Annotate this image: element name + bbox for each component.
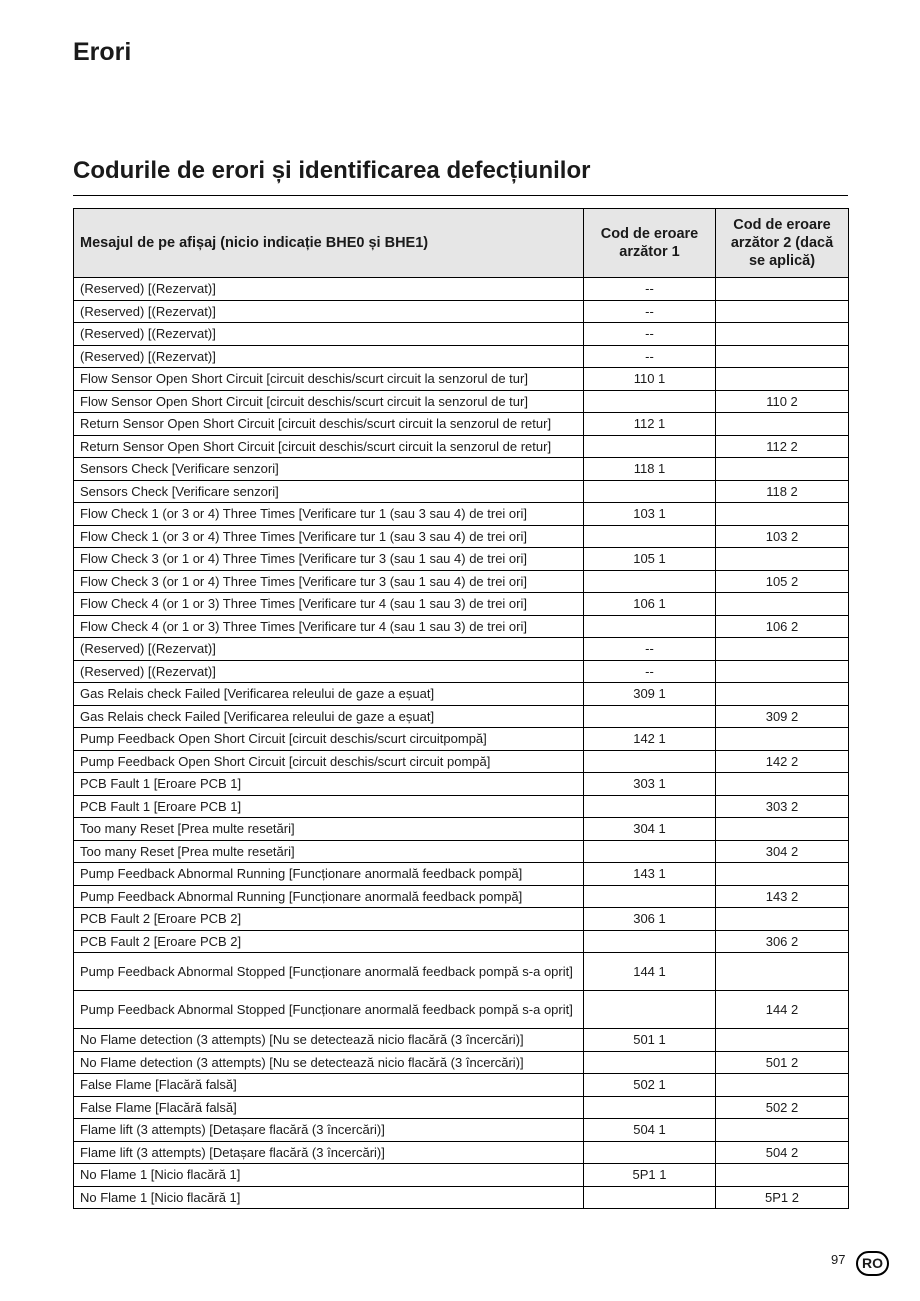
error-message-cell: Flow Check 3 (or 1 or 4) Three Times [Verificare tur 3 (sau 1 sau 4) de trei ori] [74, 548, 584, 571]
error-code-burner-1-cell [584, 840, 716, 863]
error-code-burner-2-cell [716, 1164, 849, 1187]
table-row [74, 1029, 849, 1052]
error-codes-table-wrapper [73, 208, 848, 1209]
error-code-burner-1-cell [584, 525, 716, 548]
table-row [74, 278, 849, 301]
error-message-cell: (Reserved) [(Rezervat)] [74, 278, 584, 301]
error-code-burner-2-cell [716, 773, 849, 796]
error-code-burner-1-cell: -- [584, 278, 716, 301]
header-code-burner-1: Cod de eroare arzător 1 [584, 209, 716, 278]
error-message-cell: PCB Fault 1 [Eroare PCB 1] [74, 773, 584, 796]
error-code-burner-2-cell: 504 2 [716, 1141, 849, 1164]
table-row [74, 953, 849, 991]
error-message-cell: Pump Feedback Abnormal Stopped [Funcționare anormală feedback pompă s-a oprit] [74, 953, 584, 991]
error-code-burner-2-cell: 303 2 [716, 795, 849, 818]
error-message-cell: No Flame 1 [Nicio flacără 1] [74, 1164, 584, 1187]
table-row [74, 728, 849, 751]
error-message-cell: (Reserved) [(Rezervat)] [74, 345, 584, 368]
error-code-burner-2-cell [716, 1074, 849, 1097]
error-code-burner-2-cell: 5P1 2 [716, 1186, 849, 1209]
error-message-cell: Flow Check 1 (or 3 or 4) Three Times [Verificare tur 1 (sau 3 sau 4) de trei ori] [74, 525, 584, 548]
error-code-burner-2-cell [716, 345, 849, 368]
table-row [74, 863, 849, 886]
error-code-burner-1-cell: -- [584, 345, 716, 368]
error-code-burner-2-cell [716, 818, 849, 841]
error-code-burner-2-cell: 118 2 [716, 480, 849, 503]
error-code-burner-1-cell: -- [584, 660, 716, 683]
table-row [74, 548, 849, 571]
table-row [74, 615, 849, 638]
error-message-cell: Pump Feedback Abnormal Running [Funcționare anormală feedback pompă] [74, 863, 584, 886]
table-row [74, 1074, 849, 1097]
table-row [74, 991, 849, 1029]
error-message-cell: Flow Sensor Open Short Circuit [circuit deschis/scurt circuit la senzorul de tur] [74, 390, 584, 413]
error-message-cell: Pump Feedback Open Short Circuit [circuit deschis/scurt circuit pompă] [74, 750, 584, 773]
error-code-burner-2-cell [716, 728, 849, 751]
error-code-burner-1-cell [584, 390, 716, 413]
error-code-burner-1-cell: 118 1 [584, 458, 716, 481]
table-row [74, 458, 849, 481]
table-row [74, 1096, 849, 1119]
error-code-burner-1-cell [584, 991, 716, 1029]
table-row [74, 1119, 849, 1142]
error-code-burner-2-cell: 106 2 [716, 615, 849, 638]
error-message-cell: Flow Check 1 (or 3 or 4) Three Times [Verificare tur 1 (sau 3 sau 4) de trei ori] [74, 503, 584, 526]
error-message-cell: (Reserved) [(Rezervat)] [74, 300, 584, 323]
table-row [74, 660, 849, 683]
table-body [74, 278, 849, 1209]
table-row [74, 1051, 849, 1074]
error-code-burner-1-cell: 142 1 [584, 728, 716, 751]
error-code-burner-2-cell [716, 323, 849, 346]
table-row [74, 818, 849, 841]
error-code-burner-1-cell: -- [584, 638, 716, 661]
error-message-cell: Flow Check 4 (or 1 or 3) Three Times [Verificare tur 4 (sau 1 sau 3) de trei ori] [74, 615, 584, 638]
table-row [74, 390, 849, 413]
error-code-burner-2-cell [716, 413, 849, 436]
table-row [74, 1186, 849, 1209]
error-code-burner-2-cell [716, 638, 849, 661]
table-row [74, 435, 849, 458]
error-code-burner-2-cell: 502 2 [716, 1096, 849, 1119]
error-code-burner-1-cell: 306 1 [584, 908, 716, 931]
error-code-burner-2-cell: 110 2 [716, 390, 849, 413]
error-code-burner-2-cell: 309 2 [716, 705, 849, 728]
error-code-burner-1-cell [584, 615, 716, 638]
error-code-burner-1-cell: 143 1 [584, 863, 716, 886]
error-message-cell: Flame lift (3 attempts) [Detașare flacără (3 încercări)] [74, 1119, 584, 1142]
error-code-burner-1-cell [584, 750, 716, 773]
table-row [74, 1164, 849, 1187]
table-row [74, 930, 849, 953]
error-message-cell: (Reserved) [(Rezervat)] [74, 323, 584, 346]
table-row [74, 503, 849, 526]
table-row [74, 345, 849, 368]
error-code-burner-2-cell [716, 593, 849, 616]
table-row [74, 750, 849, 773]
error-code-burner-1-cell [584, 1141, 716, 1164]
error-code-burner-2-cell [716, 953, 849, 991]
error-code-burner-1-cell: 105 1 [584, 548, 716, 571]
error-code-burner-2-cell: 304 2 [716, 840, 849, 863]
error-message-cell: PCB Fault 1 [Eroare PCB 1] [74, 795, 584, 818]
error-code-burner-2-cell [716, 503, 849, 526]
error-code-burner-1-cell: 144 1 [584, 953, 716, 991]
error-message-cell: (Reserved) [(Rezervat)] [74, 638, 584, 661]
error-code-burner-2-cell: 306 2 [716, 930, 849, 953]
error-code-burner-1-cell: 504 1 [584, 1119, 716, 1142]
header-message: Mesajul de pe afișaj (nicio indicație BHE0 și BHE1) [74, 209, 584, 278]
section-title: Codurile de erori și identificarea defecțiunilor [73, 157, 591, 184]
table-row [74, 480, 849, 503]
error-code-burner-1-cell [584, 1096, 716, 1119]
error-message-cell: Flow Check 4 (or 1 or 3) Three Times [Verificare tur 4 (sau 1 sau 3) de trei ori] [74, 593, 584, 616]
error-code-burner-2-cell [716, 1119, 849, 1142]
error-code-burner-2-cell: 112 2 [716, 435, 849, 458]
error-message-cell: (Reserved) [(Rezervat)] [74, 660, 584, 683]
error-code-burner-2-cell [716, 548, 849, 571]
error-code-burner-1-cell: 110 1 [584, 368, 716, 391]
error-code-burner-1-cell: 303 1 [584, 773, 716, 796]
error-message-cell: Pump Feedback Open Short Circuit [circuit deschis/scurt circuitpompă] [74, 728, 584, 751]
error-codes-table [73, 208, 849, 1209]
table-row [74, 908, 849, 931]
error-code-burner-1-cell [584, 435, 716, 458]
error-code-burner-1-cell [584, 885, 716, 908]
error-code-burner-2-cell [716, 300, 849, 323]
error-message-cell: No Flame detection (3 attempts) [Nu se detectează nicio flacără (3 încercări)] [74, 1029, 584, 1052]
table-row [74, 413, 849, 436]
error-code-burner-1-cell: 106 1 [584, 593, 716, 616]
error-code-burner-1-cell: -- [584, 323, 716, 346]
table-row [74, 683, 849, 706]
table-row [74, 368, 849, 391]
error-code-burner-2-cell [716, 660, 849, 683]
table-row [74, 1141, 849, 1164]
table-row [74, 593, 849, 616]
error-message-cell: PCB Fault 2 [Eroare PCB 2] [74, 930, 584, 953]
table-header-row [74, 209, 849, 278]
error-code-burner-2-cell [716, 683, 849, 706]
error-message-cell: Sensors Check [Verificare senzori] [74, 480, 584, 503]
error-message-cell: Return Sensor Open Short Circuit [circuit deschis/scurt circuit la senzorul de retur] [74, 435, 584, 458]
error-message-cell: Flame lift (3 attempts) [Detașare flacără (3 încercări)] [74, 1141, 584, 1164]
country-badge: RO [856, 1251, 889, 1276]
error-message-cell: Flow Sensor Open Short Circuit [circuit deschis/scurt circuit la senzorul de tur] [74, 368, 584, 391]
error-message-cell: No Flame detection (3 attempts) [Nu se detectează nicio flacără (3 încercări)] [74, 1051, 584, 1074]
header-code-burner-2: Cod de eroare arzător 2 (dacă se aplică) [716, 209, 849, 278]
error-code-burner-2-cell [716, 278, 849, 301]
error-code-burner-1-cell: 304 1 [584, 818, 716, 841]
table-row [74, 323, 849, 346]
error-code-burner-1-cell [584, 705, 716, 728]
error-message-cell: Pump Feedback Abnormal Running [Funcționare anormală feedback pompă] [74, 885, 584, 908]
error-message-cell: Gas Relais check Failed [Verificarea releului de gaze a eșuat] [74, 683, 584, 706]
table-row [74, 840, 849, 863]
error-code-burner-1-cell: 501 1 [584, 1029, 716, 1052]
error-message-cell: Too many Reset [Prea multe resetări] [74, 818, 584, 841]
error-code-burner-2-cell [716, 368, 849, 391]
error-code-burner-2-cell: 144 2 [716, 991, 849, 1029]
error-code-burner-2-cell [716, 458, 849, 481]
error-code-burner-1-cell [584, 570, 716, 593]
error-message-cell: PCB Fault 2 [Eroare PCB 2] [74, 908, 584, 931]
error-code-burner-1-cell: 103 1 [584, 503, 716, 526]
table-row [74, 570, 849, 593]
error-code-burner-1-cell [584, 795, 716, 818]
error-message-cell: Sensors Check [Verificare senzori] [74, 458, 584, 481]
table-row [74, 525, 849, 548]
error-code-burner-1-cell [584, 1051, 716, 1074]
error-message-cell: Return Sensor Open Short Circuit [circuit deschis/scurt circuit la senzorul de retur] [74, 413, 584, 436]
error-message-cell: No Flame 1 [Nicio flacără 1] [74, 1186, 584, 1209]
table-row [74, 773, 849, 796]
table-row [74, 795, 849, 818]
page-title: Erori [73, 38, 132, 66]
error-code-burner-2-cell: 142 2 [716, 750, 849, 773]
table-row [74, 300, 849, 323]
error-code-burner-2-cell: 501 2 [716, 1051, 849, 1074]
error-message-cell: False Flame [Flacără falsă] [74, 1074, 584, 1097]
error-code-burner-1-cell [584, 1186, 716, 1209]
error-code-burner-2-cell: 103 2 [716, 525, 849, 548]
page-number: 97 [831, 1252, 846, 1267]
table-row [74, 705, 849, 728]
error-code-burner-2-cell: 105 2 [716, 570, 849, 593]
error-code-burner-1-cell: 5P1 1 [584, 1164, 716, 1187]
error-code-burner-1-cell [584, 930, 716, 953]
error-code-burner-1-cell: 502 1 [584, 1074, 716, 1097]
error-message-cell: Too many Reset [Prea multe resetări] [74, 840, 584, 863]
error-code-burner-2-cell: 143 2 [716, 885, 849, 908]
error-code-burner-2-cell [716, 1029, 849, 1052]
error-message-cell: Pump Feedback Abnormal Stopped [Funcționare anormală feedback pompă s-a oprit] [74, 991, 584, 1029]
error-code-burner-2-cell [716, 863, 849, 886]
error-code-burner-1-cell: -- [584, 300, 716, 323]
section-divider [73, 195, 848, 196]
error-message-cell: False Flame [Flacără falsă] [74, 1096, 584, 1119]
error-code-burner-1-cell [584, 480, 716, 503]
error-message-cell: Flow Check 3 (or 1 or 4) Three Times [Verificare tur 3 (sau 1 sau 4) de trei ori] [74, 570, 584, 593]
table-row [74, 885, 849, 908]
table-row [74, 638, 849, 661]
error-message-cell: Gas Relais check Failed [Verificarea releului de gaze a eșuat] [74, 705, 584, 728]
error-code-burner-1-cell: 112 1 [584, 413, 716, 436]
error-code-burner-2-cell [716, 908, 849, 931]
error-code-burner-1-cell: 309 1 [584, 683, 716, 706]
